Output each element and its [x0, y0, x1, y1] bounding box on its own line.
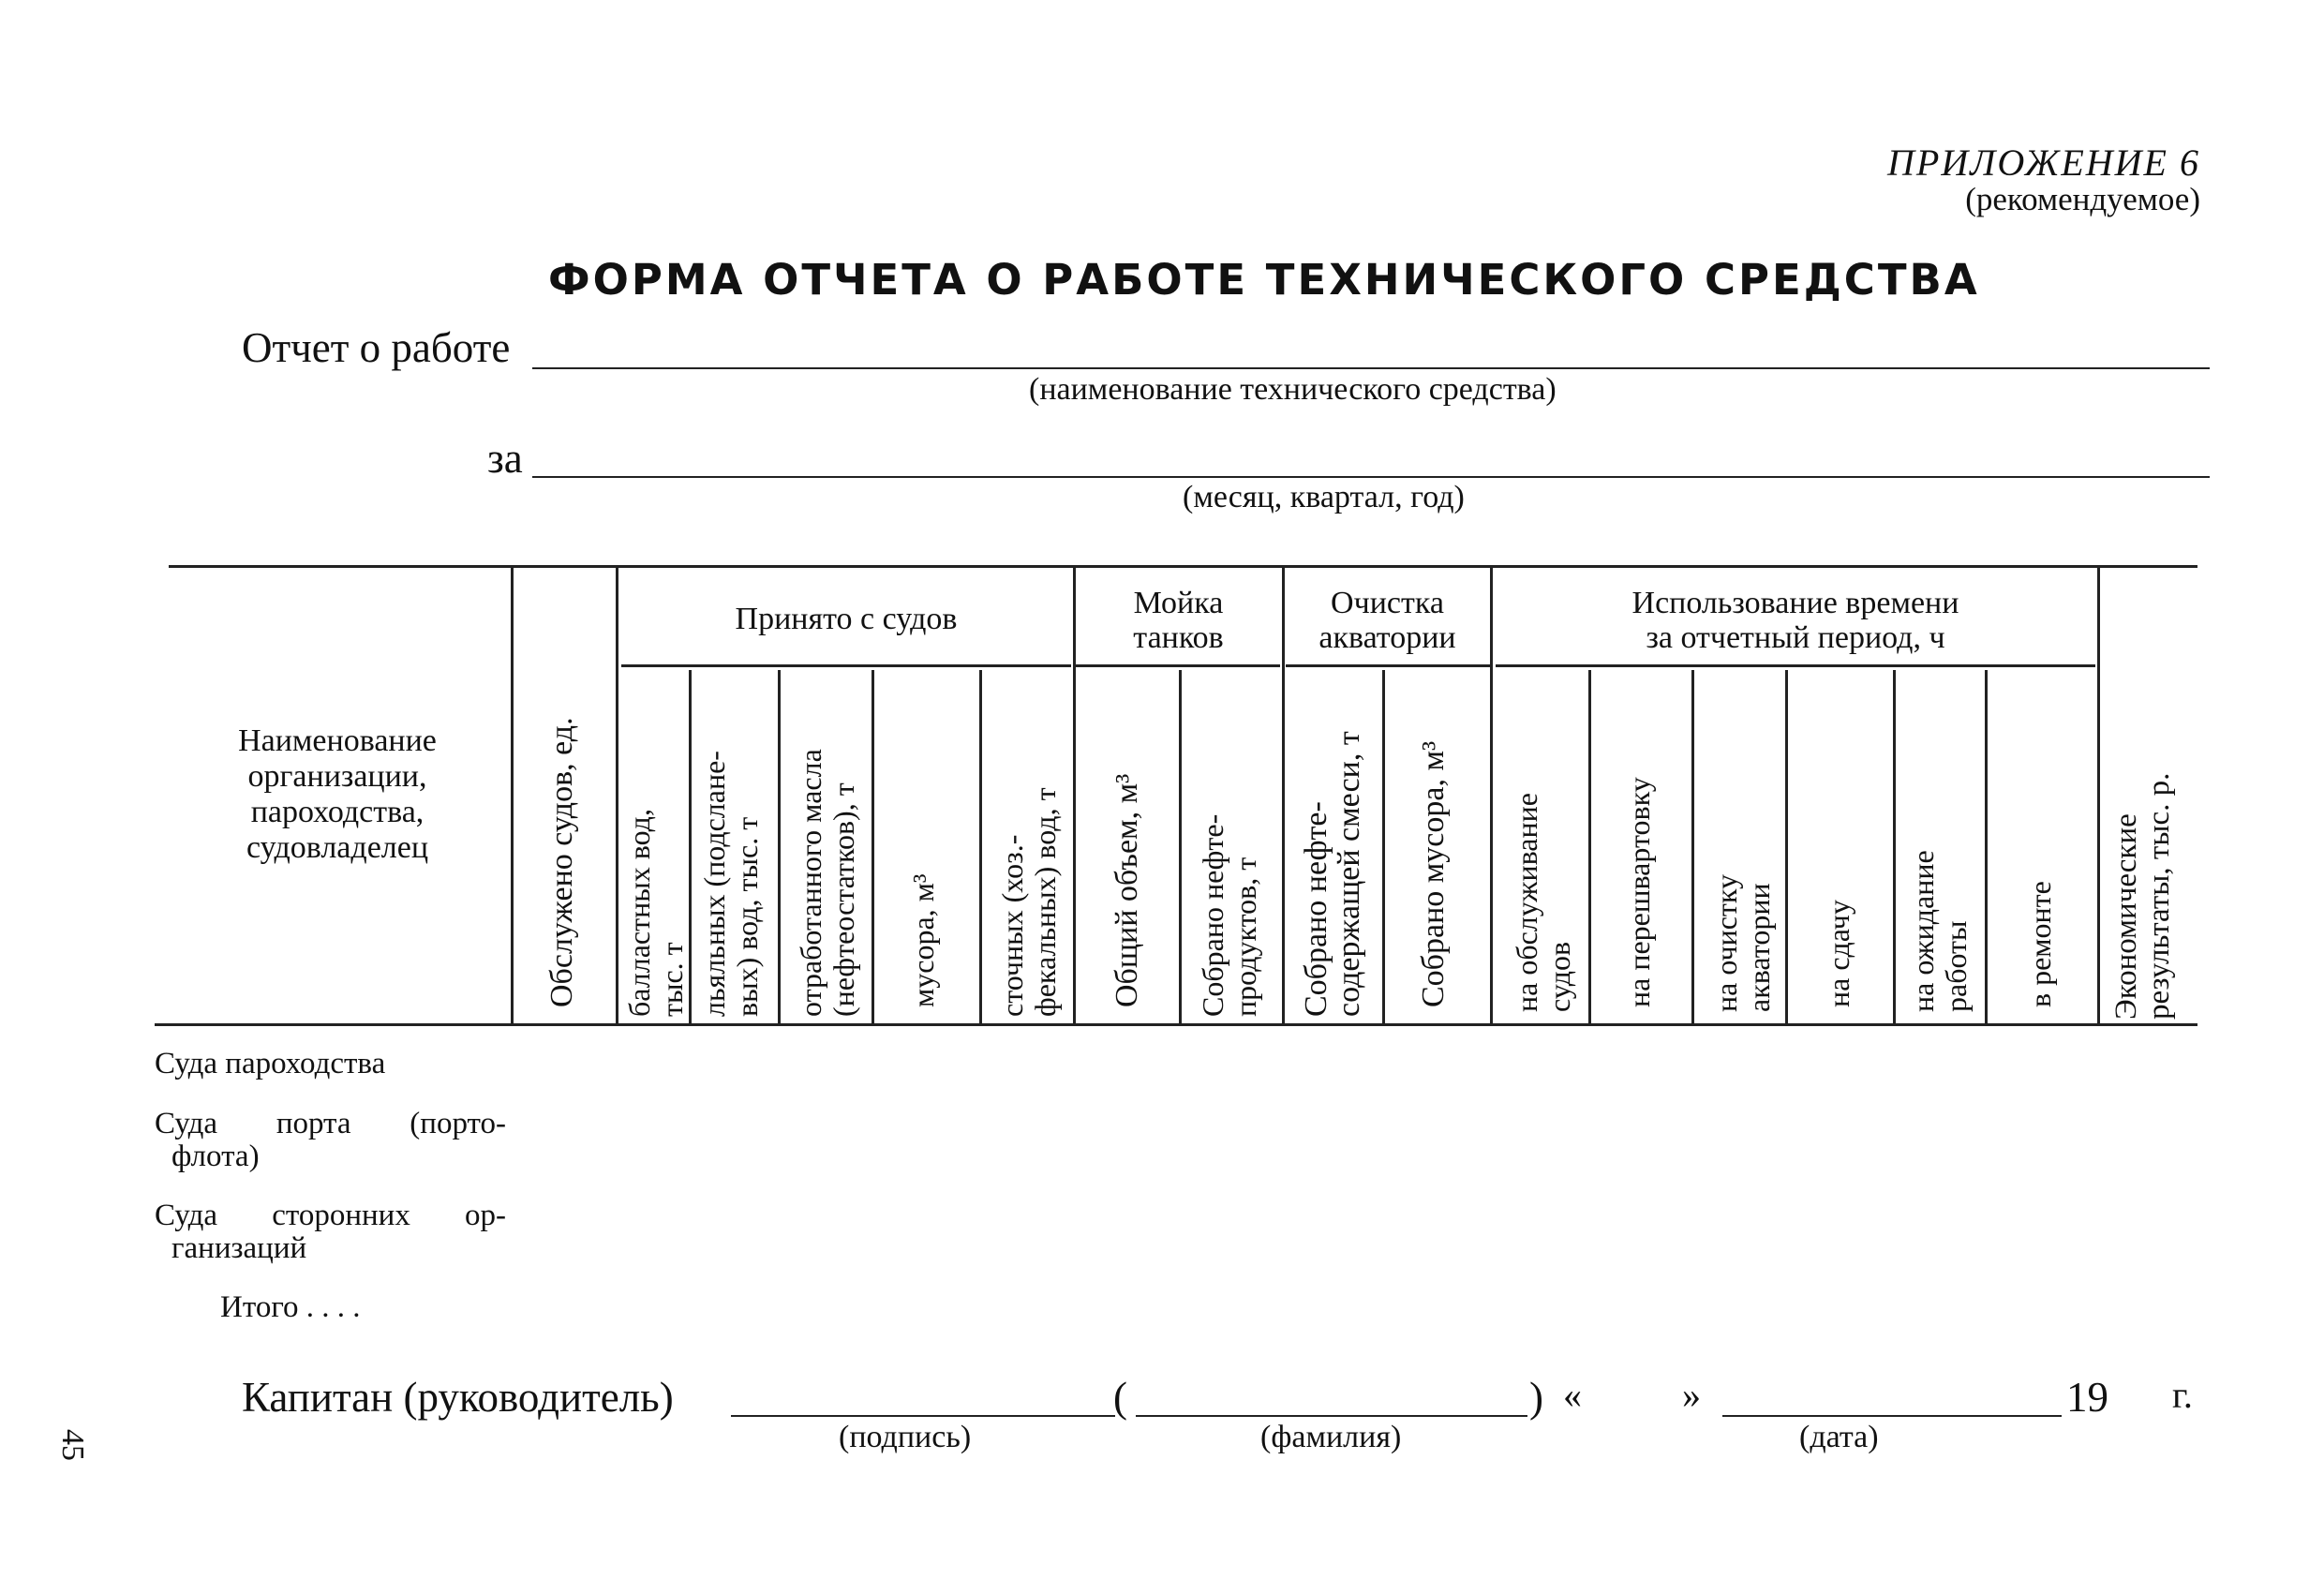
col-time-servicing	[1511, 793, 1576, 1012]
col-divider	[1893, 670, 1896, 1023]
group-clean-line: акватории	[1318, 620, 1456, 655]
year-prefix: 19	[2066, 1374, 2108, 1421]
col-divider	[616, 565, 618, 1023]
col-divider	[1073, 565, 1076, 1023]
group-received: Принято с судов	[735, 602, 958, 636]
page-number: 45	[55, 1429, 90, 1461]
col-ballast-water	[623, 809, 689, 1017]
col-time-mooring	[1623, 777, 1656, 1007]
group-time-line: Использование времени	[1631, 586, 1959, 620]
row-label-total	[220, 1291, 361, 1324]
col-text-line: Собрано мусора, м³	[1416, 740, 1451, 1007]
col-text-line: на очистку	[1709, 874, 1743, 1012]
col-oil-collected	[1197, 814, 1262, 1017]
org-header-line: организации,	[247, 759, 427, 794]
row-label-line: Суда сторонних ор-	[155, 1199, 506, 1232]
col-divider	[689, 670, 692, 1023]
col-economic-results	[2110, 773, 2176, 1020]
col-text-line: вых) вод, тыс. т	[730, 816, 764, 1017]
appendix-title: ПРИЛОЖЕНИЕ 6	[1887, 142, 2200, 184]
received-group-rule	[621, 664, 1071, 667]
col-total-volume	[1110, 774, 1143, 1007]
col-divider	[1282, 565, 1285, 1023]
date-caption: (дата)	[1799, 1420, 1879, 1454]
period-line-label: за	[487, 435, 523, 482]
col-text-line: мусора, м³	[906, 873, 940, 1007]
col-text-line: отработанного масла	[794, 749, 827, 1017]
col-text-line: в ремонте	[2023, 881, 2057, 1007]
col-text-line: работы	[1939, 920, 1973, 1012]
row-label-line: Суда порта (порто-	[155, 1107, 506, 1140]
signature-field[interactable]	[731, 1415, 1115, 1417]
year-suffix: г.	[2172, 1374, 2193, 1416]
col-text-line: Экономические	[2109, 813, 2143, 1020]
col-divider	[511, 565, 514, 1023]
org-header-line: Наименование	[238, 723, 437, 758]
col-text-line: (нефтеостатков), т	[827, 782, 860, 1017]
period-field[interactable]	[532, 476, 2210, 478]
col-garbage-collected	[1417, 741, 1450, 1007]
group-wash-line: Мойка	[1133, 586, 1224, 620]
row-label	[155, 1199, 506, 1265]
close-paren: )	[1529, 1374, 1543, 1421]
org-header-line: судовладелец	[246, 830, 429, 865]
col-divider	[1179, 670, 1182, 1023]
signature-caption: (подпись)	[839, 1420, 972, 1454]
row-label	[155, 1048, 385, 1080]
col-divider	[1588, 670, 1591, 1023]
col-text-line: тыс. т	[655, 942, 689, 1017]
col-divider	[1490, 565, 1493, 1023]
form-title: ФОРМА ОТЧЕТА О РАБОТЕ ТЕХНИЧЕСКОГО СРЕДСТВА	[548, 255, 1980, 305]
signature-label: Капитан (руководитель)	[242, 1374, 674, 1421]
col-text-line: акватории	[1742, 883, 1776, 1012]
col-divider	[1691, 670, 1694, 1023]
group-wash	[1078, 586, 1279, 655]
table-header-bottom-rule	[155, 1023, 2197, 1026]
appendix-subtitle: (рекомендуемое)	[1965, 181, 2200, 217]
col-text-line: льяльных (подслане-	[697, 751, 731, 1017]
report-line-label: Отчет о работе	[242, 324, 511, 371]
col-time-waiting	[1907, 850, 1973, 1012]
group-clean-line: Очистка	[1331, 586, 1444, 620]
col-text-line: на обслуживание	[1510, 793, 1543, 1012]
table-top-rule	[169, 565, 2197, 568]
col-served-vessels: Обслужено судов, ед.	[544, 717, 579, 1007]
quote-close: »	[1682, 1374, 1701, 1416]
col-divider	[1785, 670, 1788, 1023]
col-text-line: балластных вод,	[622, 809, 656, 1017]
col-time-cleaning	[1710, 874, 1776, 1012]
col-sewage	[996, 787, 1062, 1017]
col-divider	[1985, 670, 1988, 1023]
col-bilge-water	[698, 751, 764, 1017]
col-text-line: сточных (хоз.-	[995, 834, 1029, 1017]
group-clean	[1287, 586, 1488, 655]
col-garbage	[907, 874, 940, 1008]
col-oily-mixture	[1300, 731, 1365, 1017]
org-header	[173, 723, 501, 866]
clean-group-rule	[1286, 664, 1490, 667]
row-label-line: флота)	[171, 1140, 260, 1173]
period-line-caption: (месяц, квартал, год)	[1183, 480, 1465, 514]
col-text-line: фекальных) вод, т	[1028, 787, 1062, 1017]
open-paren: (	[1113, 1374, 1127, 1421]
date-field[interactable]	[1722, 1415, 2062, 1417]
group-time-line: за отчетный период, ч	[1646, 620, 1945, 655]
report-name-field[interactable]	[532, 367, 2210, 369]
org-header-line: пароходства,	[250, 795, 425, 829]
col-divider	[778, 670, 781, 1023]
col-text-line: на ожидание	[1906, 850, 1940, 1012]
col-text-line: Общий объем, м³	[1110, 773, 1144, 1007]
col-divider	[872, 670, 874, 1023]
surname-field[interactable]	[1136, 1415, 1527, 1417]
time-group-rule	[1496, 664, 2095, 667]
col-time-handover	[1823, 900, 1855, 1007]
col-divider	[979, 670, 982, 1023]
group-wash-line: танков	[1133, 620, 1224, 655]
wash-group-rule	[1076, 664, 1280, 667]
col-divider	[2097, 565, 2100, 1023]
row-label	[155, 1108, 506, 1173]
col-text-line: Собрано нефте-	[1299, 801, 1333, 1017]
col-text-line: на сдачу	[1822, 900, 1855, 1007]
row-label-line: Итого . . . .	[220, 1290, 361, 1324]
quote-open: «	[1563, 1374, 1582, 1416]
row-label-line: Суда пароходства	[155, 1047, 386, 1080]
col-divider	[1382, 670, 1385, 1023]
col-text-line: на перешвартовку	[1622, 777, 1656, 1007]
row-label-line: ганизаций	[171, 1231, 307, 1265]
col-text-line: Собрано нефте-	[1196, 813, 1229, 1017]
col-text-line: продуктов, т	[1229, 857, 1262, 1017]
group-time	[1496, 586, 2095, 655]
col-text-line: результаты, тыс. р.	[2142, 772, 2176, 1020]
col-text-line: содержащей смеси, т	[1332, 731, 1366, 1017]
col-time-repair	[2024, 881, 2057, 1007]
col-waste-oil	[795, 749, 860, 1017]
col-text-line: судов	[1542, 941, 1576, 1012]
report-line-caption: (наименование технического средства)	[1029, 372, 1557, 407]
surname-caption: (фамилия)	[1260, 1420, 1402, 1454]
